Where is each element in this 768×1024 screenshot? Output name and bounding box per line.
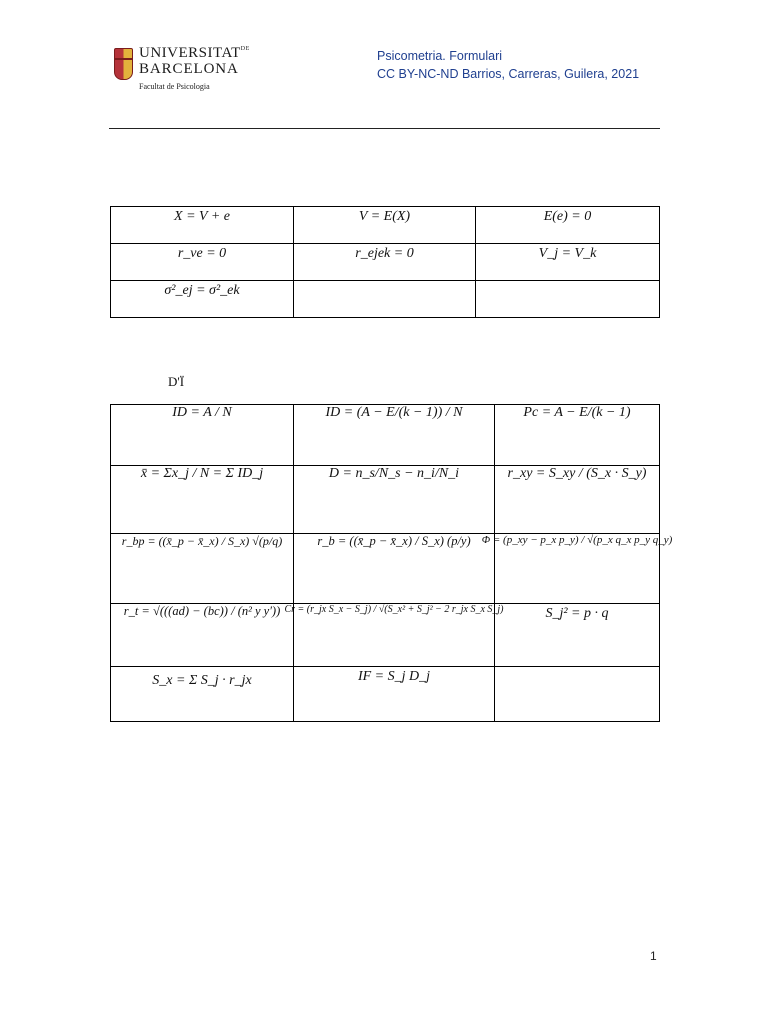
formula-cell: [111, 534, 294, 604]
formula-phi: Φ = (p_xy − p_x p_y) / √(p_x q_x p_y q_y): [481, 534, 673, 546]
formula-cell: [476, 244, 660, 281]
formula-rbp: r_bp = ((x̄_p − x̄_x) / S_x) √(p/q): [121, 534, 283, 548]
table-row: [111, 534, 660, 604]
formula-cell: [294, 466, 495, 534]
table-row: [111, 667, 660, 722]
formula-rxy: r_xy = S_xy / (S_x · S_y): [507, 466, 647, 481]
formula-cell: [111, 667, 294, 722]
table-row: [111, 604, 660, 667]
formula-cell: [495, 405, 660, 466]
formula-cell: [111, 207, 294, 244]
formula-discrimination-d: D = n_s/N_s − n_i/N_i: [328, 466, 460, 481]
table-row: [111, 244, 660, 281]
formula-cell: [111, 281, 294, 318]
logo-text: [139, 46, 250, 91]
formula-cell: [284, 604, 504, 667]
formula-cr: Cr = (r_jx S_x − S_j) / √(S_x² + S_j² − 2 r_jx S_x S_j): [284, 604, 504, 615]
formula-cell-empty: [294, 281, 476, 318]
logo-faculty: Facultat de Psicologia: [139, 82, 210, 91]
document-header: [377, 47, 639, 83]
table-row: [111, 207, 660, 244]
formula-cell: [495, 604, 660, 667]
formula-sigma-ej-ek: σ²_ej = σ²_ek: [164, 283, 240, 298]
formula-ee-zero: E(e) = 0: [543, 209, 592, 224]
university-crest-icon: [114, 48, 133, 80]
formula-sj2: S_j² = p · q: [545, 606, 609, 621]
document-title: Psicometria. Formulari: [377, 49, 503, 63]
logo-city-word: BARCELONA: [139, 61, 239, 77]
formula-cell: [481, 534, 673, 604]
formula-cell: [294, 534, 495, 604]
table-row: [111, 281, 660, 318]
formula-cell: [294, 207, 476, 244]
formula-x-v-e: X = V + e: [174, 209, 230, 224]
logo-university-word: $UNIVERSITAT^{DE}$: [139, 45, 250, 61]
section-heading: D'Ï: [168, 374, 185, 389]
formula-if: IF = S_j D_j: [357, 669, 431, 684]
formula-id: ID = A / N: [172, 405, 232, 420]
page-number: 1: [650, 949, 657, 963]
formula-cell: [111, 405, 294, 466]
formula-rejek-zero: r_ejek = 0: [355, 246, 414, 261]
formula-table-classical-theory: [110, 206, 660, 318]
formula-cell-empty: [495, 667, 660, 722]
document-license-authors: CC BY-NC-ND Barrios, Carreras, Guilera, 2021: [377, 67, 640, 81]
header-divider: [109, 128, 660, 129]
formula-v-ex: V = E(X): [358, 209, 411, 224]
table-row: [111, 466, 660, 534]
formula-cell: [111, 466, 294, 534]
formula-cell-empty: [476, 281, 660, 318]
formula-pc: Pc = A − E/(k − 1): [523, 405, 631, 420]
formula-cell: [294, 244, 476, 281]
formula-cell: [294, 405, 495, 466]
formula-rb: r_b = ((x̄_p − x̄_x) / S_x) (p/y): [317, 534, 471, 548]
formula-cell: [495, 466, 660, 534]
table-row: [111, 405, 660, 466]
formula-table-item-analysis: [110, 404, 673, 722]
formula-id-corrected: ID = (A − E/(k − 1)) / N: [325, 405, 463, 420]
formula-sx: S_x = Σ S_j · r_jx: [152, 673, 252, 688]
formula-cell: [111, 244, 294, 281]
formula-cell: [111, 604, 294, 667]
formula-rve-zero: r_ve = 0: [177, 246, 227, 261]
formula-vj-vk: V_j = V_k: [538, 246, 597, 261]
university-logo: [114, 46, 250, 91]
formula-mean: x̄ = Σx_j / N = Σ ID_j: [140, 466, 264, 481]
formula-rt: r_t = √(((ad) − (bc)) / (n² y y′)): [123, 604, 281, 618]
formula-cell: [476, 207, 660, 244]
formula-cell: [294, 667, 495, 722]
